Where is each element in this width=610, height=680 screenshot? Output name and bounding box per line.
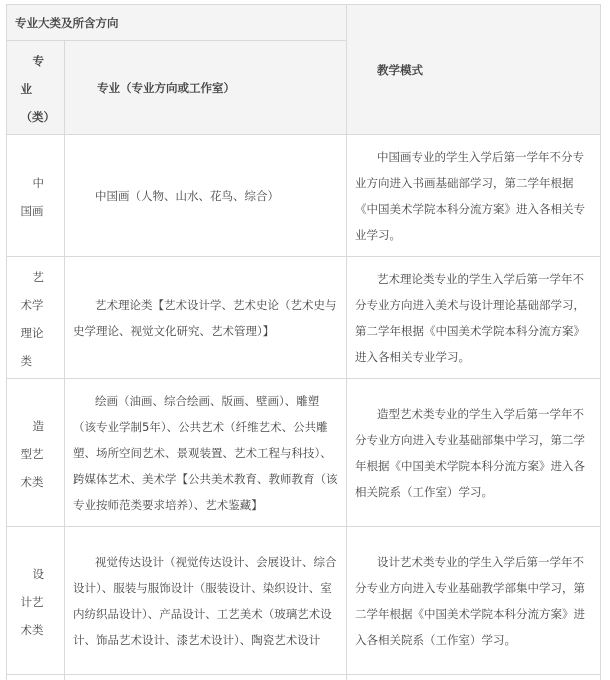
- major-header-cell: [65, 41, 347, 135]
- empty-cell: [347, 675, 601, 680]
- major-text: 艺术理论类【艺术设计学、艺术史论（艺术史与史学理论、视觉文化研究、艺术管理）】: [73, 297, 337, 338]
- major-cell: [65, 379, 347, 527]
- mode-text: 设计艺术类专业的学生入学后第一学年不分专业方向进入专业基础教学部集中学习，第二学年根据《中国美术学院本科分流方案》进入各相关院系（工作室）学习。: [355, 554, 585, 647]
- mode-cell: [347, 135, 601, 257]
- category-label: 设计艺术类: [20, 566, 44, 637]
- major-text: 视觉传达设计（视觉传达设计、会展设计、综合设计）、服装与服饰设计（服装设计、染织设计、室内纺织品设计）、产品设计、工艺美术（玻璃艺术设计、饰品艺术设计、漆艺术设计）、陶瓷艺术设计: [73, 554, 337, 647]
- major-text: 中国画（人物、山水、花鸟、综合）: [95, 188, 279, 203]
- category-cell: [7, 527, 65, 675]
- category-label: 造型艺术类: [20, 418, 44, 489]
- major-text: 绘画（油画、综合绘画、版画、壁画）、雕塑（该专业学制5年）、公共艺术（纤维艺术、公共雕塑、场所空间艺术、景观装置、艺术工程与科技）、跨媒体艺术、美术学【公共美术教育、教师教育（该专业按师范类要求培养）、艺术鉴藏】: [73, 393, 338, 512]
- category-header: 专业（类）: [20, 53, 55, 124]
- category-label: 艺术学理论类: [20, 269, 44, 368]
- table-row: [7, 379, 601, 527]
- category-cell: [7, 135, 65, 257]
- mode-text: 艺术理论类专业的学生入学后第一学年不分专业方向进入美术与设计理论基础部学习，第二学年根据《中国美术学院本科分流方案》进入各相关专业学习。: [355, 271, 585, 364]
- major-cell: [65, 527, 347, 675]
- mode-cell: [347, 379, 601, 527]
- mode-text: 中国画专业的学生入学后第一学年不分专业方向进入书画基础部学习，第二学年根据《中国美术学院本科分流方案》进入各相关专业学习。: [355, 149, 585, 242]
- major-cell: [65, 135, 347, 257]
- category-header-cell: [7, 41, 65, 135]
- mode-cell: [347, 527, 601, 675]
- table-row: [7, 257, 601, 379]
- empty-cell: [7, 675, 65, 680]
- mode-text: 造型艺术类专业的学生入学后第一学年不分专业方向进入专业基础部集中学习，第二学年根据《中国美术学院本科分流方案》进入各相关院系（工作室）学习。: [355, 406, 585, 499]
- table-row: [7, 135, 601, 257]
- table-row-partial: [7, 675, 601, 680]
- major-cell: [65, 257, 347, 379]
- mode-header-cell: [347, 5, 601, 135]
- category-cell: [7, 257, 65, 379]
- category-label: 中国画: [20, 175, 44, 218]
- mode-cell: [347, 257, 601, 379]
- group-title: 专业大类及所含方向: [15, 15, 119, 30]
- table-row: [7, 527, 601, 675]
- majors-table: [6, 4, 601, 680]
- empty-cell: [65, 675, 347, 680]
- mode-header: 教学模式: [377, 62, 423, 77]
- group-title-cell: [7, 5, 347, 41]
- major-header: 专业（专业方向或工作室）: [97, 80, 235, 95]
- category-cell: [7, 379, 65, 527]
